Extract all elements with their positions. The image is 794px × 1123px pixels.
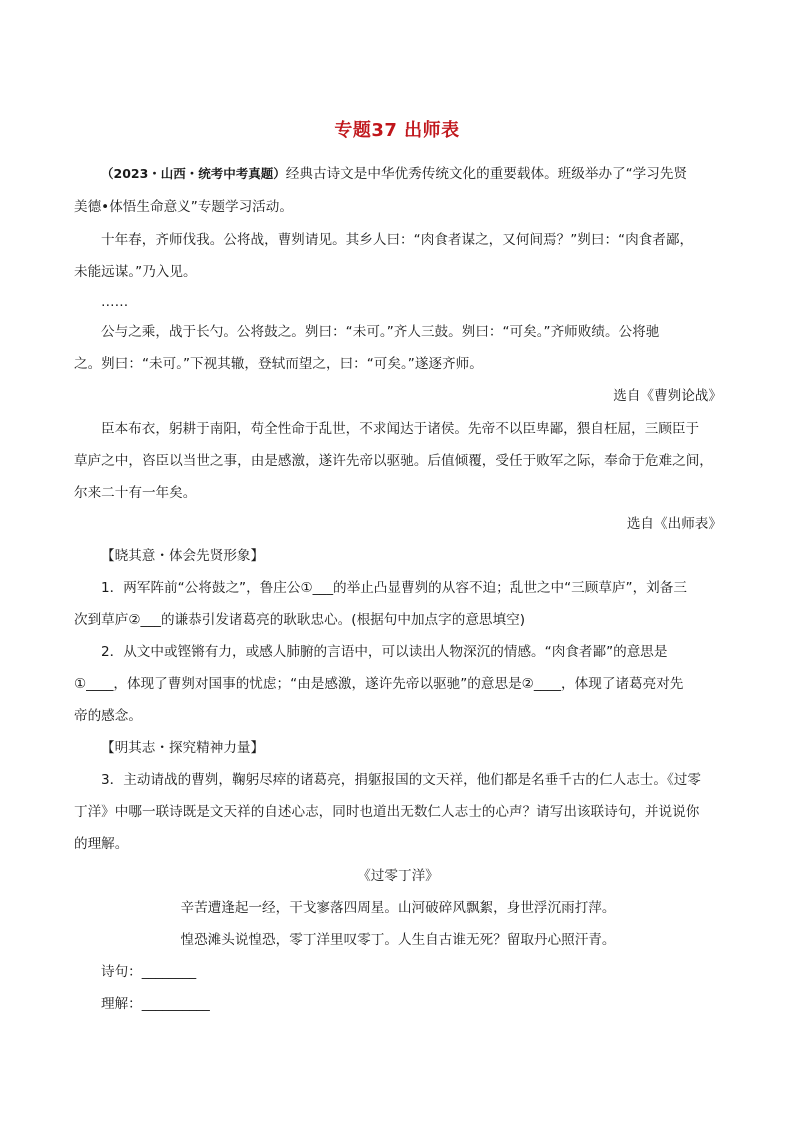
passage2-line-3: 尔来二十有一年矣。 <box>74 485 197 501</box>
poem-line-2: 惶恐滩头说惶恐，零丁洋里叹零丁。人生自古谁无死？留取丹心照汗青。 <box>180 932 616 948</box>
passage1-ellipsis: …… <box>101 294 129 310</box>
question3-line-3: 的理解。 <box>74 836 129 852</box>
passage2-line-2: 草庐之中，咨臣以当世之事，由是感激，遂许先帝以驱驰。后值倾覆，受任于败军之际，奉命于危难之间， <box>74 453 713 469</box>
passage2-line-1: 臣本布衣，躬耕于南阳，苟全性命于乱世，不求闻达于诸侯。先帝不以臣卑鄙，猥自枉屈，三顾臣于 <box>101 421 700 437</box>
understanding-blank[interactable]: __________ <box>141 996 210 1012</box>
verse-answer-row <box>101 962 722 982</box>
verse-label: 诗句： <box>101 964 142 980</box>
passage1-line-2: 未能远谋。”乃入见。 <box>74 264 197 280</box>
intro-source: （2023・山西・统考中考真题） <box>101 166 286 181</box>
intro-line-1 <box>101 164 722 184</box>
question2-line-3: 帝的感念。 <box>74 708 142 724</box>
section1-heading: 【晓其意・体会先贤形象】 <box>101 548 265 564</box>
question2-line-1: 2．从文中或铿锵有力，或感人肺腑的言语中，可以读出人物深沉的情感。“肉食者鄙”的意思是 <box>101 644 668 660</box>
passage1-line-3: 公与之乘，战于长勺。公将鼓之。刿曰：“未可。”齐人三鼓。刿曰：“可矣。”齐师败绩。公将驰 <box>101 324 660 340</box>
passage1-line-4: 之。刿曰：“未可。”下视其辙，登轼而望之，曰：“可矣。”遂逐齐师。 <box>74 356 483 372</box>
question1-line-1: 1．两军阵前“公将鼓之”，鲁庄公①___的举止凸显曹刿的从容不迫；乱世之中“三顾草庐”，刘备三 <box>101 580 687 596</box>
intro-line-2: 美德•体悟生命意义”专题学习活动。 <box>74 199 293 215</box>
passage1-source: 选自《曹刿论战》 <box>613 388 722 404</box>
understanding-label: 理解： <box>101 996 142 1012</box>
page-title: 专题37 出师表 <box>334 120 460 141</box>
question2-line-2: ①____，体现了曹刿对国事的忧虑；“由是感激，遂许先帝以驱驰”的意思是②____，体现了诸葛亮对先 <box>74 676 684 692</box>
passage2-source: 选自《出师表》 <box>626 516 722 532</box>
question3-line-1: 3．主动请战的曹刿，鞠躬尽瘁的诸葛亮，捐躯报国的文天祥，他们都是名垂千古的仁人志士。《过零 <box>101 772 701 788</box>
section2-heading: 【明其志・探究精神力量】 <box>101 740 265 756</box>
passage1-line-1: 十年春，齐师伐我。公将战，曹刿请见。其乡人曰：“肉食者谋之，又何间焉？”刿曰：“肉食者鄙， <box>101 232 694 248</box>
verse-blank[interactable]: ________ <box>141 964 197 980</box>
question1-line-2: 次到草庐②___的谦恭引发诸葛亮的耿耿忠心。(根据句中加点字的意思填空) <box>74 612 525 628</box>
poem-line-1: 辛苦遭逢起一经，干戈寥落四周星。山河破碎风飘絮，身世浮沉雨打萍。 <box>180 900 616 916</box>
poem-title: 《过零丁洋》 <box>357 868 439 884</box>
understanding-answer-row <box>101 994 722 1014</box>
intro-text-1: 经典古诗文是中华优秀传统文化的重要载体。班级举办了“学习先贤 <box>285 166 688 182</box>
question3-line-2: 丁洋》中哪一联诗既是文天祥的自述心志，同时也道出无数仁人志士的心声？请写出该联诗句，并说说你 <box>74 804 700 820</box>
